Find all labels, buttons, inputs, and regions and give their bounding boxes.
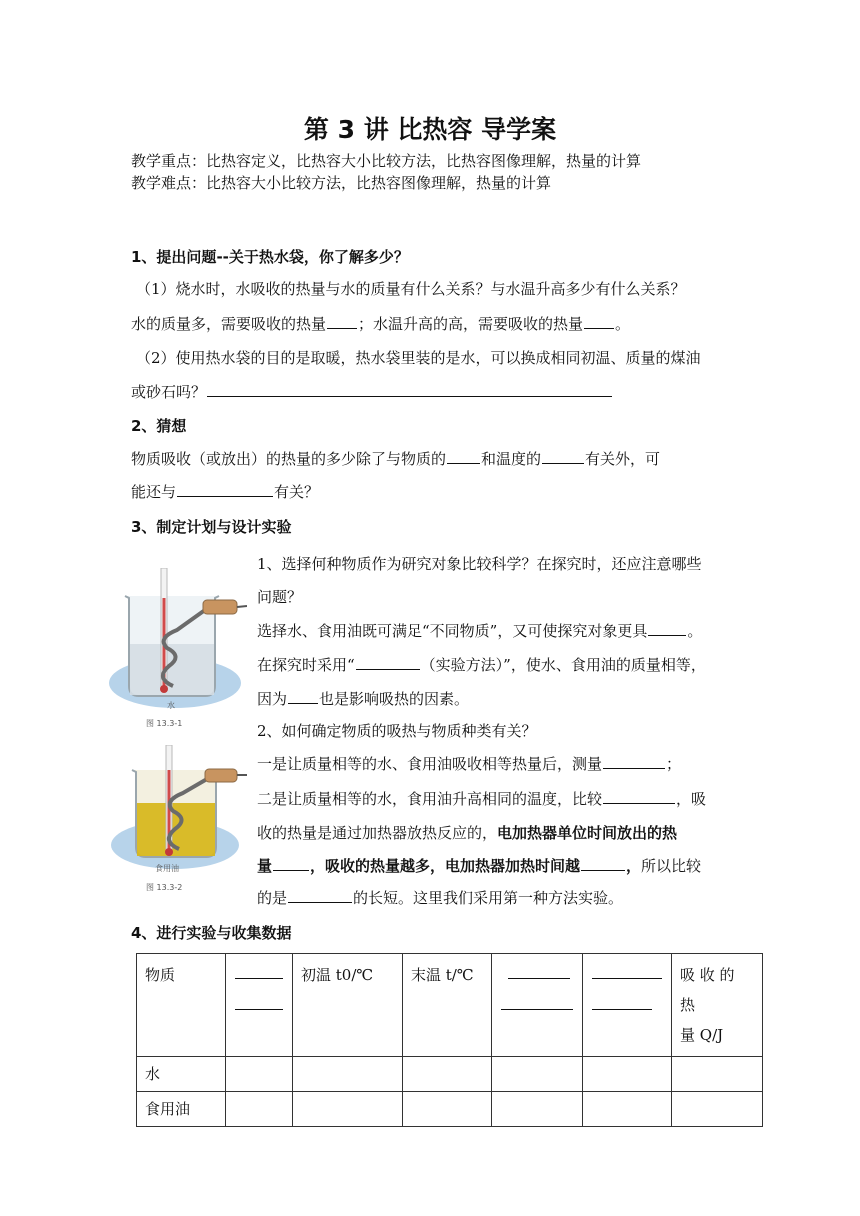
- blank[interactable]: [581, 856, 625, 871]
- hypothesis-line-1: 物质吸收（或放出）的热量的多少除了与物质的 和温度的 有关外，可: [131, 450, 661, 468]
- blank[interactable]: [648, 621, 686, 636]
- design-q2-line-2: 一是让质量相等的水、食用油吸收相等热量后，测量 ；: [257, 755, 682, 773]
- hypothesis-line-2: 能还与 有关？: [131, 483, 320, 501]
- cell[interactable]: [226, 1057, 293, 1092]
- cell[interactable]: [293, 1057, 403, 1092]
- row-label-oil: 食用油: [137, 1092, 226, 1127]
- figure-1-label: 水: [167, 701, 175, 710]
- design-q1-line-4: 在探究时采用“ （实验方法）”，使水、食用油的质量相等，: [257, 656, 706, 674]
- blank[interactable]: [603, 789, 675, 804]
- cell[interactable]: [226, 1092, 293, 1127]
- blank[interactable]: [288, 888, 352, 903]
- header-blank-1[interactable]: [226, 954, 293, 1057]
- design-q2-line-3: 二是让质量相等的水，食用油升高相同的温度，比较 ，吸: [257, 790, 707, 808]
- blank[interactable]: [356, 655, 420, 670]
- question-2-line-2: 或砂石吗？: [131, 381, 613, 403]
- cell[interactable]: [672, 1092, 763, 1127]
- key-points: 教学重点：比热容定义，比热容大小比较方法，比热容图像理解，热量的计算: [131, 152, 642, 170]
- figure-2-caption: 图 13.3-2: [146, 883, 183, 892]
- cell[interactable]: [492, 1092, 583, 1127]
- header-blank-3[interactable]: [583, 954, 672, 1057]
- design-q2-line-6: 的是 的长短。这里我们采用第一种方法实验。: [257, 889, 624, 907]
- design-q1-line-3: 选择水、食用油既可满足“不同物质”，又可使探究对象更具 。: [257, 622, 703, 640]
- header-substance: 物质: [137, 954, 226, 1057]
- design-q1-line-5: 因为 也是影响吸热的因素。: [257, 690, 470, 708]
- design-q1-line-2: 问题？: [257, 588, 303, 606]
- question-1-line-2: 水的质量多，需要吸收的热量 ；水温升高的高，需要吸收的热量 。: [131, 315, 631, 333]
- cell[interactable]: [672, 1057, 763, 1092]
- question-2-line-1: （2）使用热水袋的目的是取暖，热水袋里装的是水，可以换成相同初温、质量的煤油: [136, 349, 701, 367]
- design-q2-line-5: 量 ，吸收的热量越多，电加热器加热时间越 ，所以比较: [257, 857, 702, 875]
- table-header-row: [137, 954, 763, 1057]
- cell[interactable]: [403, 1057, 492, 1092]
- cell[interactable]: [583, 1092, 672, 1127]
- blank[interactable]: [542, 449, 584, 464]
- header-blank-2[interactable]: [492, 954, 583, 1057]
- beaker-oil-figure: [107, 745, 247, 880]
- design-q2-line-1: 2、如何确定物质的吸热与物质种类有关？: [257, 722, 537, 740]
- cell[interactable]: [403, 1092, 492, 1127]
- figure-1-caption: 图 13.3-1: [146, 719, 183, 728]
- table-row: [137, 1057, 763, 1092]
- blank[interactable]: [447, 449, 480, 464]
- beaker-water-figure: [107, 568, 247, 728]
- blank[interactable]: [273, 856, 309, 871]
- blank[interactable]: [177, 482, 273, 497]
- cell[interactable]: [583, 1057, 672, 1092]
- header-initial-temp: 初温 t0/℃: [293, 954, 403, 1057]
- blank[interactable]: [327, 314, 357, 329]
- blank[interactable]: [603, 754, 665, 769]
- table-row: [137, 1092, 763, 1127]
- cell[interactable]: [293, 1092, 403, 1127]
- header-final-temp: 末温 t/℃: [403, 954, 492, 1057]
- data-table: [136, 953, 763, 1127]
- row-label-water: 水: [137, 1057, 226, 1092]
- difficulties: 教学难点：比热容大小比较方法，比热容图像理解，热量的计算: [131, 174, 552, 192]
- blank[interactable]: [584, 314, 614, 329]
- blank[interactable]: [288, 689, 318, 704]
- section-1-heading: 1、提出问题--关于热水袋，你了解多少？: [131, 248, 409, 266]
- question-1-line-1: （1）烧水时，水吸收的热量与水的质量有什么关系？与水温升高多少有什么关系？: [136, 280, 686, 298]
- design-q2-line-4: 收的热量是通过加热器放热反应的，电加热器单位时间放出的热: [257, 824, 678, 842]
- figure-2-label: 食用油: [155, 864, 179, 873]
- section-4-heading: 4、进行实验与收集数据: [131, 924, 292, 942]
- section-3-heading: 3、制定计划与设计实验: [131, 518, 292, 536]
- answer-line[interactable]: [207, 382, 612, 397]
- design-q1-line-1: 1、选择何种物质作为研究对象比较科学？在探究时，还应注意哪些: [257, 555, 702, 573]
- cell[interactable]: [492, 1057, 583, 1092]
- header-heat-absorbed: 吸 收 的 热 量 Q/J: [672, 954, 763, 1057]
- section-2-heading: 2、猜想: [131, 417, 187, 435]
- page-title: 第 3 讲 比热容 导学案: [303, 115, 557, 144]
